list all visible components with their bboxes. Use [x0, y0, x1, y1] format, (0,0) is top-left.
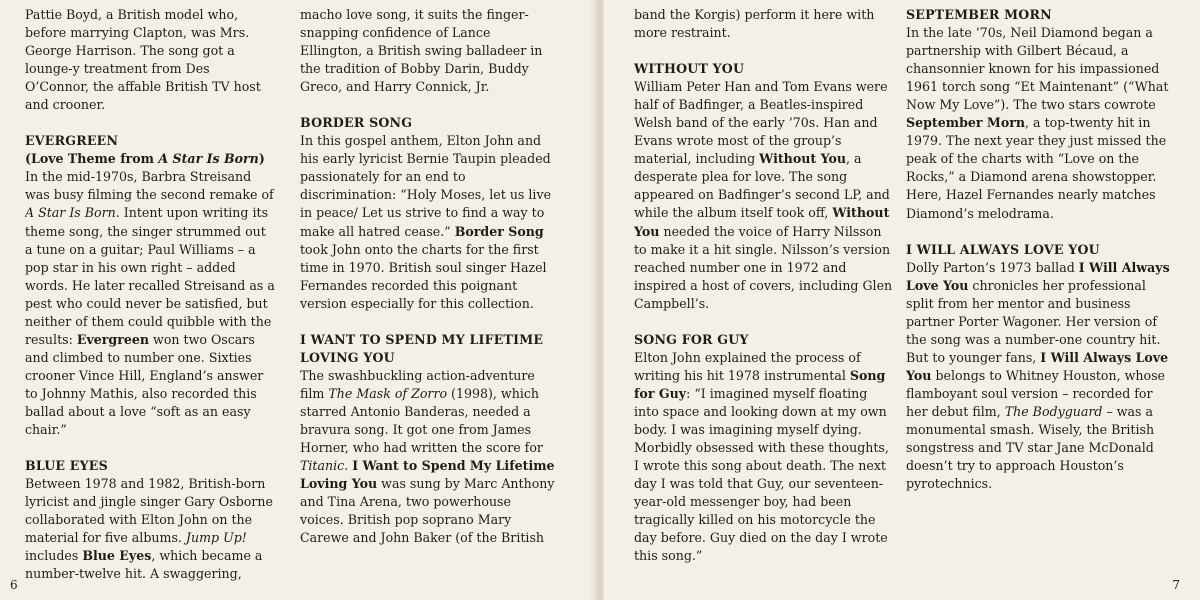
left-page [0, 0, 596, 600]
paragraph-border-song: In this gospel anthem, Elton John and his early lyricist Bernie Taupin pleaded passionately for an end to discrimination: “Holy Moses, let us live in peace/ Let us strive to find a way to make all hatred cease.” Border Song took John onto the charts for the first time in 1970. British soul singer Hazel Fernandes recorded this poignant version especially for this collection. [300, 133, 552, 311]
heading-border-song: BORDER SONG [300, 115, 413, 131]
column-1 [25, 6, 275, 581]
page-number-left: 6 [10, 578, 18, 592]
paragraph-september-morn: In the late ’70s, Neil Diamond began a partnership with Gilbert Bécaud, a chansonnier known for his impassioned 1961 torch song “Et Maintenant” (“What Now My Love”). The two stars cowrote September Morn, a top-twenty hit in 1979. The next year they just missed the peak of the charts with “Love on the Rocks,” a Diamond arena showstopper. Here, Hazel Fernandes nearly matches Diamond’s melodrama. [906, 25, 1169, 221]
heading-blue-eyes: BLUE EYES [25, 458, 108, 474]
paragraph-blue-eyes-continued: macho love song, it suits the finger-snapping confidence of Lance Ellington, a British swing balladeer in the tradition of Bobby Darin, Buddy Greco, and Harry Connick, Jr. [300, 7, 543, 95]
column-4 [906, 6, 1176, 581]
heading-september-morn: SEPTEMBER MORN [906, 7, 1052, 22]
right-page [604, 0, 1200, 600]
paragraph-evergreen: In the mid-1970s, Barbra Streisand was busy filming the second remake of A Star Is Born. Intent upon writing its theme song, the singer strummed out a tune on a guitar; Paul Williams – a pop star in his own right – added words. He later recalled Streisand as a pest who could never be satisfied, but neither of them could quibble with the results: Evergreen won two Oscars and climbed to number one. Sixties crooner Vince Hill, England’s answer to Johnny Mathis, also recorded this ballad about a love “soft as an easy chair.” [25, 169, 275, 438]
page-number-right: 7 [1172, 578, 1180, 592]
intro-paragraph: Pattie Boyd, a British model who, before marrying Clapton, was Mrs. George Harrison. The song got a lounge-y treatment from Des O’Connor, the affable British TV host and crooner. [25, 7, 261, 113]
heading-evergreen: EVERGREEN [25, 133, 119, 149]
paragraph-always-love-you: Dolly Parton’s 1973 ballad I Will Always Love You chronicles her professional split from her mentor and business partner Porter Wagoner. Her version of the song was a number-one country hit. But to younger fans, I Will Always Love You belongs to Whitney Houston, whose flamboyant soul version – recorded for her debut film, The Bodyguard – was a monumental smash. Wisely, the British songstress and TV star Jane McDonald doesn’t try to approach Houston’s pyrotechnics. [906, 259, 1170, 492]
paragraph-song-for-guy: Elton John explained the process of writing his hit 1978 instrumental Song for Guy: “I imagined myself floating into space and looking down at my own body. I was imagining myself dying. Morbidly obsessed with these thoughts, I wrote this song about death. The next day I was told that Guy, our seventeen-year-old messenger boy, had been tragically killed on his motorcycle the day before. Guy died on the day I wrote this song.” [634, 349, 889, 564]
paragraph-without-you: William Peter Han and Tom Evans were half of Badfinger, a Beatles-inspired Welsh band of the early ’70s. Han and Evans wrote most of the group’s material, including Without You, a desperate plea for love. The song appeared on Badfinger’s second LP, and while the album itself took off, Without You needed the voice of Harry Nilsson to make it a hit single. Nilsson’s version reached number one in 1972 and inspired a host of covers, including Glen Campbell’s. [634, 79, 893, 311]
subheading-evergreen: (Love Theme from A Star Is Born) [25, 151, 265, 167]
paragraph-blue-eyes: Between 1978 and 1982, British-born lyricist and jingle singer Gary Osborne collaborated with Elton John on the material for five albums. Jump Up! includes Blue Eyes, which became a number-twelve hit. A swaggering, [25, 476, 273, 581]
paragraph-lifetime: The swashbuckling action-adventure film The Mask of Zorro (1998), which starred Antonio Banderas, needed a bravura song. It got one from James Horner, who had written the score for Titanic. I Want to Spend My Lifetime Loving You was sung by Marc Anthony and Tina Arena, two powerhouse voices. British pop soprano Mary Carewe and John Baker (of the British [300, 367, 555, 546]
heading-lifetime: I WANT TO SPEND MY LIFETIME LOVING YOU [300, 331, 544, 365]
column-2 [300, 6, 556, 581]
heading-always-love-you: I WILL ALWAYS LOVE YOU [906, 241, 1100, 257]
paragraph-lifetime-continued: band the Korgis) perform it here with more restraint. [634, 7, 875, 41]
heading-song-for-guy: SONG FOR GUY [634, 331, 749, 347]
heading-without-you: WITHOUT YOU [634, 61, 745, 77]
column-3 [634, 6, 896, 581]
